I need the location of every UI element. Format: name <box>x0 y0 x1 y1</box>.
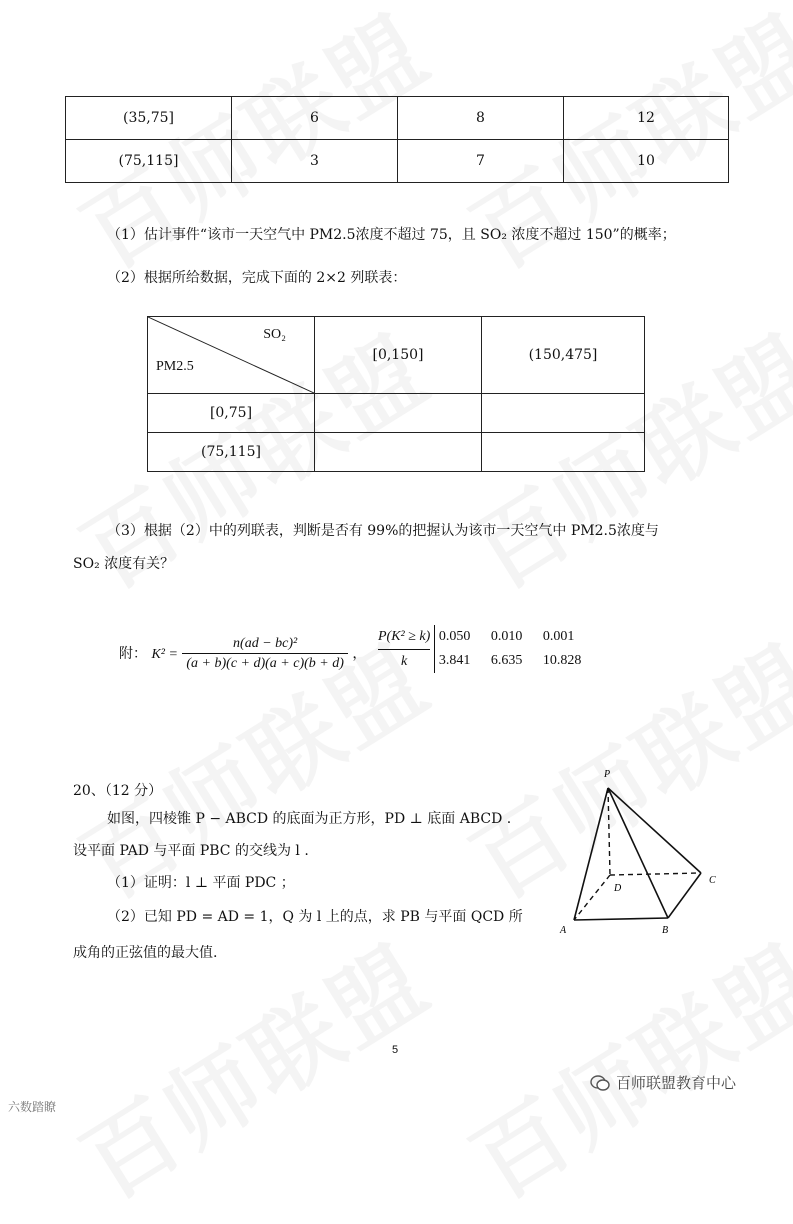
table-cell: 12 <box>564 97 729 140</box>
corner-label-so2: SO₂ <box>263 327 286 342</box>
table-cell: (75,115] <box>66 140 232 183</box>
contingency-table <box>147 316 645 472</box>
k-values-row <box>439 649 595 673</box>
k-value: 10.828 <box>542 653 582 668</box>
corner-cell <box>148 317 315 394</box>
table-cell: 3 <box>232 140 398 183</box>
vertex-label-a: A <box>560 925 567 936</box>
corner-label-pm25: PM2.5 <box>156 359 194 374</box>
k2-fraction <box>182 636 348 672</box>
critical-value-table <box>378 625 595 674</box>
question-1: （1）估计事件“该市一天空气中 PM2.5浓度不超过 75，且 SO₂ 浓度不超过 150”的概率； <box>107 227 676 243</box>
vertex-label-b: B <box>662 925 669 936</box>
table-row <box>148 317 645 394</box>
p-value: 0.001 <box>542 629 575 644</box>
table-row <box>66 140 729 183</box>
appendix-formula <box>119 636 366 672</box>
problem-20-line1: 如图，四棱锥 P − ABCD 的底面为正方形，PD ⊥ 底面 ABCD . <box>107 811 512 827</box>
p-label: P(K² ≥ k) <box>378 625 430 650</box>
row-header: (75,115] <box>148 433 315 472</box>
pyramid-figure <box>550 765 730 940</box>
problem-20-part2-cont: 成角的正弦值的最大值. <box>73 945 218 961</box>
brand-name: 百师联盟教育中心 <box>616 1074 737 1092</box>
column-header: [0,150] <box>315 317 482 394</box>
p-value: 0.010 <box>490 629 523 644</box>
diagonal-line <box>148 317 314 393</box>
table-cell: (35,75] <box>66 97 232 140</box>
problem-20-header: 20、（12 分） <box>73 783 163 799</box>
footer-brand <box>590 1072 736 1093</box>
fraction-numerator: n(ad − bc)² <box>182 636 348 654</box>
blank-cell <box>315 433 482 472</box>
vertex-label-p: P <box>603 769 611 780</box>
question-3-line2: SO₂ 浓度有关？ <box>73 556 175 572</box>
blank-cell <box>482 433 645 472</box>
k-value: 3.841 <box>438 653 471 668</box>
blank-cell <box>482 394 645 433</box>
table-row <box>148 394 645 433</box>
problem-20-part1: （1）证明：l ⊥ 平面 PDC ； <box>107 875 295 891</box>
row-header: [0,75] <box>148 394 315 433</box>
footer-left-mark: 六数踏瞭 <box>8 1100 57 1114</box>
k2-label: K² = <box>151 647 178 662</box>
p-value: 0.050 <box>438 629 471 644</box>
table-row <box>148 433 645 472</box>
comma: ， <box>352 646 367 662</box>
question-2: （2）根据所给数据，完成下面的 2×2 列联表： <box>107 270 407 286</box>
question-3-line1: （3）根据（2）中的列联表，判断是否有 99%的把握认为该市一天空气中 PM2.5浓度与 <box>107 523 659 539</box>
vertex-label-c: C <box>709 875 716 886</box>
problem-20-line2: 设平面 PAD 与平面 PBC 的交线为 l . <box>73 843 309 859</box>
wechat-icon <box>590 1074 610 1092</box>
fraction-denominator: (a + b)(c + d)(a + c)(b + d) <box>186 656 344 671</box>
k-value: 6.635 <box>490 653 523 668</box>
table-cell: 10 <box>564 140 729 183</box>
blank-cell <box>315 394 482 433</box>
p-values-row <box>439 625 595 649</box>
table-row <box>66 97 729 140</box>
k-label: k <box>401 654 408 669</box>
column-header: (150,475] <box>482 317 645 394</box>
table-cell: 6 <box>232 97 398 140</box>
appendix-prefix: 附： <box>119 646 147 662</box>
table-cell: 7 <box>398 140 564 183</box>
vertex-label-d: D <box>614 883 622 894</box>
data-table-continued <box>65 96 729 183</box>
table-cell: 8 <box>398 97 564 140</box>
page-number: 5 <box>392 1044 399 1056</box>
problem-20-part2: （2）已知 PD = AD = 1，Q 为 l 上的点，求 PB 与平面 QCD 所 <box>107 909 523 925</box>
